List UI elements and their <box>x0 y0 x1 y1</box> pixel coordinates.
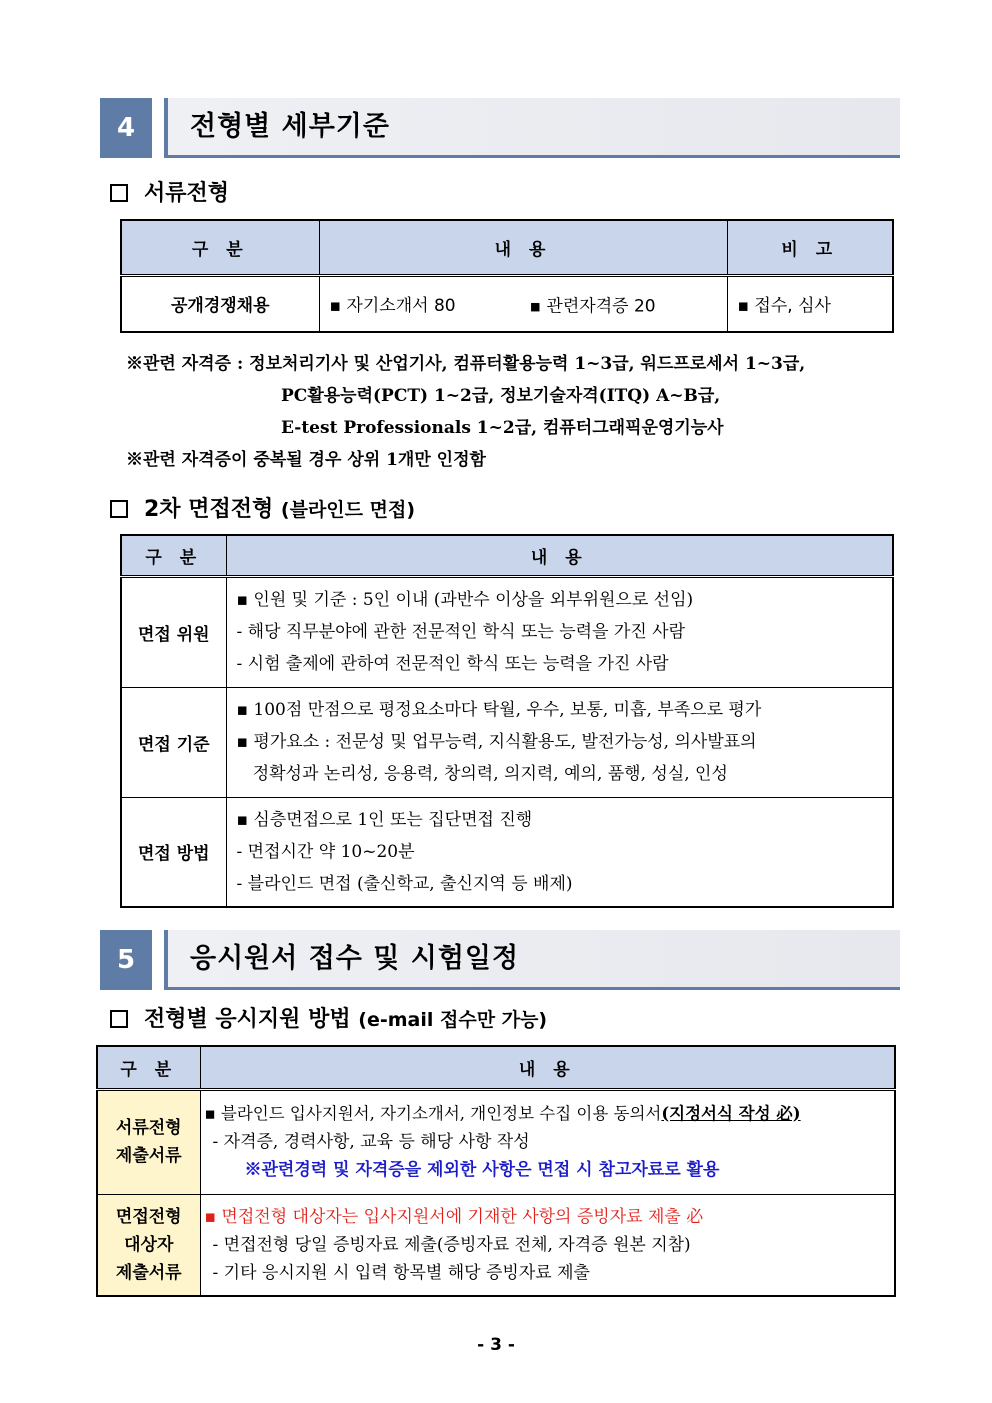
table-row <box>97 1194 895 1296</box>
row-label: 면접 위원 <box>121 576 226 687</box>
table-row <box>121 687 893 797</box>
checkbox-square-icon <box>110 184 128 202</box>
doc-screening-heading-text: 서류전형 <box>144 181 230 206</box>
table-header-remarks: 비 고 <box>727 220 893 275</box>
table-header-category: 구 분 <box>121 220 319 275</box>
content-line: ▪ 평가요소 : 전문성 및 업무능력, 지식활용도, 발전가능성, 의사발표의 <box>236 732 757 752</box>
application-heading <box>110 1002 547 1033</box>
row-label: 면접 방법 <box>121 797 226 907</box>
interview-table <box>120 534 894 908</box>
content-line: - 자격증, 경력사항, 교육 등 해당 사항 작성 <box>212 1132 530 1152</box>
checkbox-square-icon <box>110 500 128 518</box>
row-label <box>97 1089 200 1194</box>
table-header-content: 내 용 <box>319 220 727 275</box>
content-line: ▪ 인원 및 기준 : 5인 이내 (과반수 이상을 외부위원으로 선임) <box>236 590 694 610</box>
application-table <box>96 1045 896 1297</box>
row-label-line: 면접전형 <box>115 1206 182 1227</box>
content-line: - 시험 출제에 관하여 전문적인 학식 또는 능력을 가진 사람 <box>236 654 669 674</box>
section-4-header <box>100 98 900 158</box>
reference-note: ※관련경력 및 자격증을 제외한 사항은 면접 시 참고자료로 활용 <box>244 1160 720 1180</box>
section-title: 응시원서 접수 및 시험일정 <box>190 943 520 974</box>
item-self-intro: ▪ 자기소개서 80 <box>329 296 456 317</box>
section-title: 전형별 세부기준 <box>190 111 390 142</box>
cert-note-line-4: ※관련 자격증이 중복될 경우 상위 1개만 인정함 <box>126 450 486 470</box>
content-line: - 블라인드 면접 (출신학교, 출신지역 등 배제) <box>236 873 573 894</box>
content-line: - 해당 직무분야에 관한 전문적인 학식 또는 능력을 가진 사람 <box>236 622 686 642</box>
section-number: 4 <box>100 98 152 158</box>
row-label-line: 서류전형 <box>115 1118 182 1138</box>
content-cell <box>200 1194 895 1296</box>
row-label: 면접 기준 <box>121 687 226 797</box>
section-number: 5 <box>100 930 152 990</box>
table-row <box>97 1089 895 1194</box>
content-line <box>201 1100 895 1128</box>
table-header-content: 내 용 <box>200 1046 895 1089</box>
interview-heading-text: 2차 면접전형 <box>144 497 274 522</box>
item-certificate: ▪ 관련자격증 20 <box>529 296 656 317</box>
section-5-header <box>100 930 900 990</box>
interview-heading-suffix: (블라인드 면접) <box>280 499 416 521</box>
table-header-content: 내 용 <box>226 535 893 576</box>
cert-note-line-3: E-test Professionals 1~2급, 컴퓨터그래픽운영기능사 <box>281 418 724 438</box>
content-cell <box>200 1089 895 1194</box>
checkbox-square-icon <box>110 1010 128 1028</box>
content-line: ▪ 심층면접으로 1인 또는 집단면접 진행 <box>236 809 533 830</box>
required-form-note: (지정서식 작성 必) <box>661 1104 801 1123</box>
row-label <box>97 1194 200 1296</box>
cert-note-line-2: PC활용능력(PCT) 1~2급, 정보기술자격(ITQ) A~B급, <box>281 386 721 406</box>
interview-heading <box>110 492 415 523</box>
content-cell <box>226 797 893 907</box>
page-number: - 3 - <box>477 1335 515 1355</box>
application-heading-suffix: (e-mail 접수만 가능) <box>358 1009 548 1031</box>
doc-screening-table <box>120 219 894 333</box>
application-heading-text: 전형별 응시지원 방법 <box>144 1007 351 1032</box>
doc-screening-heading <box>110 176 229 207</box>
content-line: ▪ 면접전형 대상자는 입사지원서에 기재한 사항의 증빙자료 제출 必 <box>204 1206 704 1227</box>
content-line: ▪ 100점 만점으로 평정요소마다 탁월, 우수, 보통, 미흡, 부족으로 평가 <box>236 700 762 720</box>
table-header-category: 구 분 <box>121 535 226 576</box>
row-label-line: 대상자 <box>124 1234 174 1255</box>
content-text: ▪ 블라인드 입사지원서, 자기소개서, 개인정보 수집 이용 동의서 <box>204 1104 662 1123</box>
content-line: - 면접시간 약 10~20분 <box>236 841 415 862</box>
row-label-line: 제출서류 <box>115 1262 182 1283</box>
row-label-line: 제출서류 <box>115 1146 182 1166</box>
table-row <box>121 576 893 687</box>
content-line: - 기타 응시지원 시 입력 항목별 해당 증빙자료 제출 <box>212 1262 590 1283</box>
table-row <box>121 797 893 907</box>
cert-note-line-1: ※관련 자격증 : 정보처리기사 및 산업기사, 컴퓨터활용능력 1~3급, 워드프로세서 1~3급, <box>126 354 806 374</box>
content-cell <box>226 687 893 797</box>
row-label: 공개경쟁채용 <box>121 275 319 332</box>
content-line: - 면접전형 당일 증빙자료 제출(증빙자료 전체, 자격증 원본 지참) <box>212 1234 691 1255</box>
content-line: 정확성과 논리성, 응용력, 창의력, 의지력, 예의, 품행, 성실, 인성 <box>236 764 728 784</box>
remarks-cell: ▪ 접수, 심사 <box>727 275 893 332</box>
content-cell <box>319 275 727 332</box>
table-header-category: 구 분 <box>97 1046 200 1089</box>
content-cell <box>226 576 893 687</box>
